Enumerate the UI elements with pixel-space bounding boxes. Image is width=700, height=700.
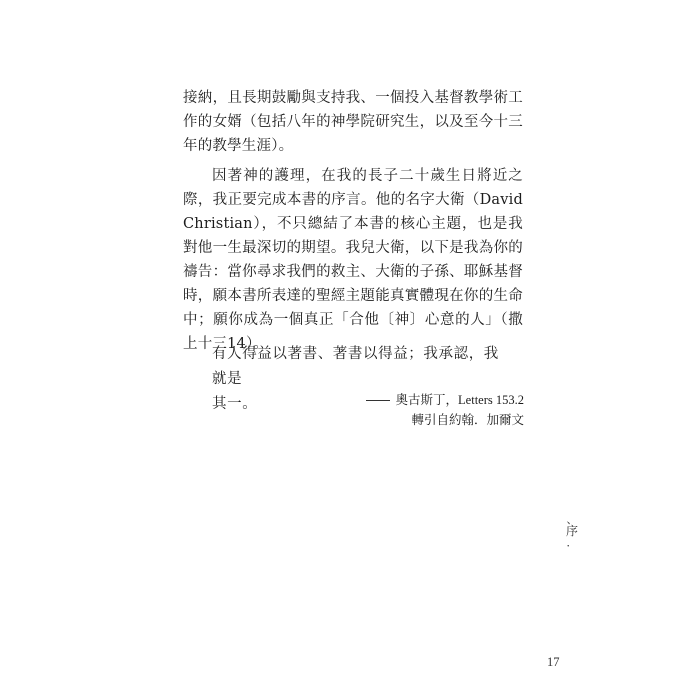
attribution-author-line bbox=[366, 390, 524, 410]
side-tab-mark-bottom: ． bbox=[566, 536, 578, 549]
attribution-citation: 轉引自約翰．加爾文 bbox=[411, 412, 524, 427]
attribution-author: 奧古斯丁，Letters 153.2 bbox=[395, 393, 524, 407]
epigraph-line-1: 有人得益以著書、著書以得益；我承認，我就是 bbox=[212, 346, 499, 387]
paragraph-1: 接納，且長期鼓勵與支持我、一個投入基督教學術工作的女婿（包括八年的神學院研究生，以及至今十三年的教學生涯）。 bbox=[183, 90, 523, 154]
section-side-tab bbox=[562, 513, 582, 549]
em-dash-rule bbox=[366, 400, 390, 401]
body-text bbox=[183, 86, 523, 356]
epigraph-line-2: 其一。 bbox=[212, 396, 258, 412]
side-tab-label: 序 bbox=[565, 524, 578, 538]
epigraph-attribution bbox=[366, 390, 524, 429]
side-tab-mark-top: 、 bbox=[566, 513, 578, 526]
page-number: 17 bbox=[547, 655, 560, 669]
paragraph-2: 因著神的護理，在我的長子二十歲生日將近之際，我正要完成本書的序言。他的名字大衛（David Christian），不只總結了本書的核心主題，也是我對他一生最深切的期望。我兒大衛，以下是我為你的禱告：當你尋求我們的救主、大衛的子孫、耶穌基督時，願本書所表達的聖經主題能真實體現在你的生命中；願你成為一個真正「合他〔神〕心意的人」（撒上十三14）。 bbox=[183, 168, 523, 352]
